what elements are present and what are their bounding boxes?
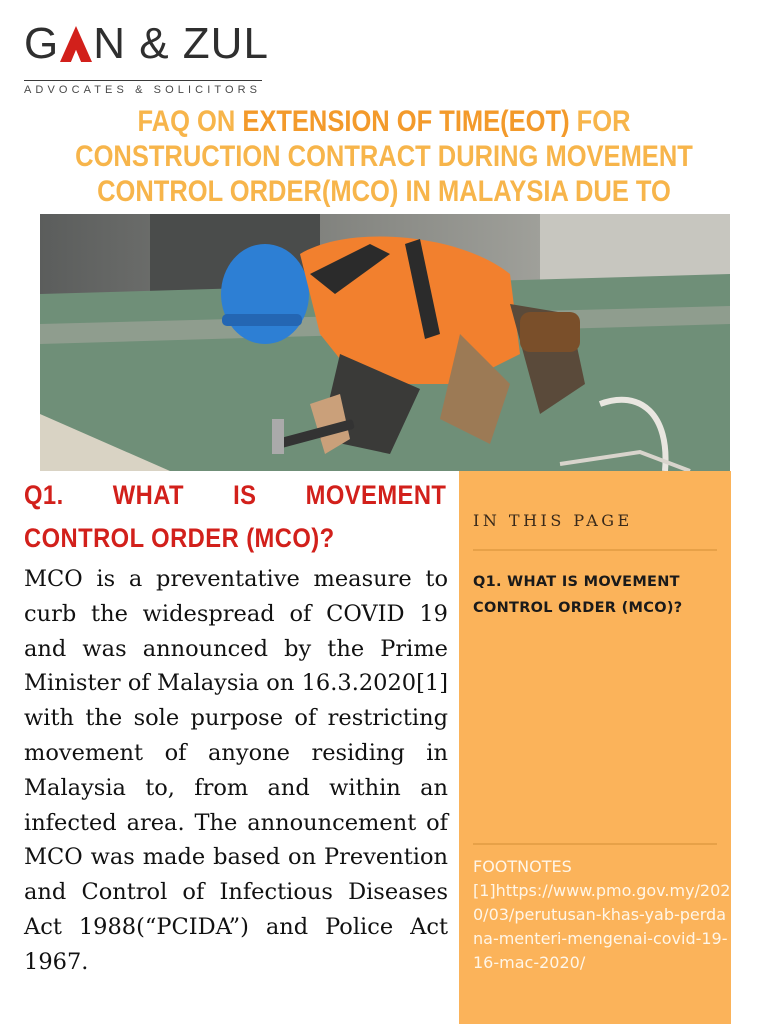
footnote-1-link[interactable]: [1]https://www.pmo.gov.my/2020/03/perutusan-khas-yab-perdana-menteri-mengenai-covid-19-16-mac-2020/	[473, 881, 731, 972]
logo-subtitle: ADVOCATES & SOLICITORS	[24, 84, 262, 96]
footnotes	[473, 855, 731, 975]
logo-text-rest: N & ZUL	[93, 19, 269, 68]
construction-worker-photo	[40, 214, 730, 471]
company-logo	[24, 18, 269, 96]
logo-divider	[24, 80, 262, 81]
main-content	[24, 474, 448, 980]
sidebar-panel	[459, 471, 731, 1024]
answer-paragraph: MCO is a preventative measure to curb the widespread of COVID 19 and was announced by the Prime Minister of Malaysia on 16.3.2020[1] with the sole purpose of restricting movement of anyone residing in Malaysia to, from and within an infected area. The announcement of MCO was made based on Prevention and Control of Infectious Diseases Act 1988(“PCIDA”) and Police Act 1967.	[24, 566, 448, 975]
title-highlight: EXTENSION OF TIME(EOT)	[242, 105, 570, 138]
footnotes-title: FOOTNOTES	[473, 857, 572, 876]
sidebar-divider-top	[473, 549, 717, 551]
question-heading: Q1. WHAT IS MOVEMENT CONTROL ORDER (MCO)?	[24, 480, 447, 553]
in-this-page-label: IN THIS PAGE	[473, 511, 633, 530]
toc-link-q1[interactable]: Q1. WHAT IS MOVEMENT CONTROL ORDER (MCO)?	[473, 574, 683, 616]
logo-wordmark	[24, 18, 269, 68]
sidebar-divider-bottom	[473, 843, 717, 845]
logo-text-g: G	[24, 19, 60, 68]
title-part1: FAQ ON	[137, 105, 243, 138]
logo-a-triangle-icon	[59, 24, 93, 64]
title-part2: FOR CONSTRUCTION CONTRACT DURING MOVEMENT CONTROL ORDER(MCO) IN MALAYSIA DUE TO	[75, 105, 693, 208]
